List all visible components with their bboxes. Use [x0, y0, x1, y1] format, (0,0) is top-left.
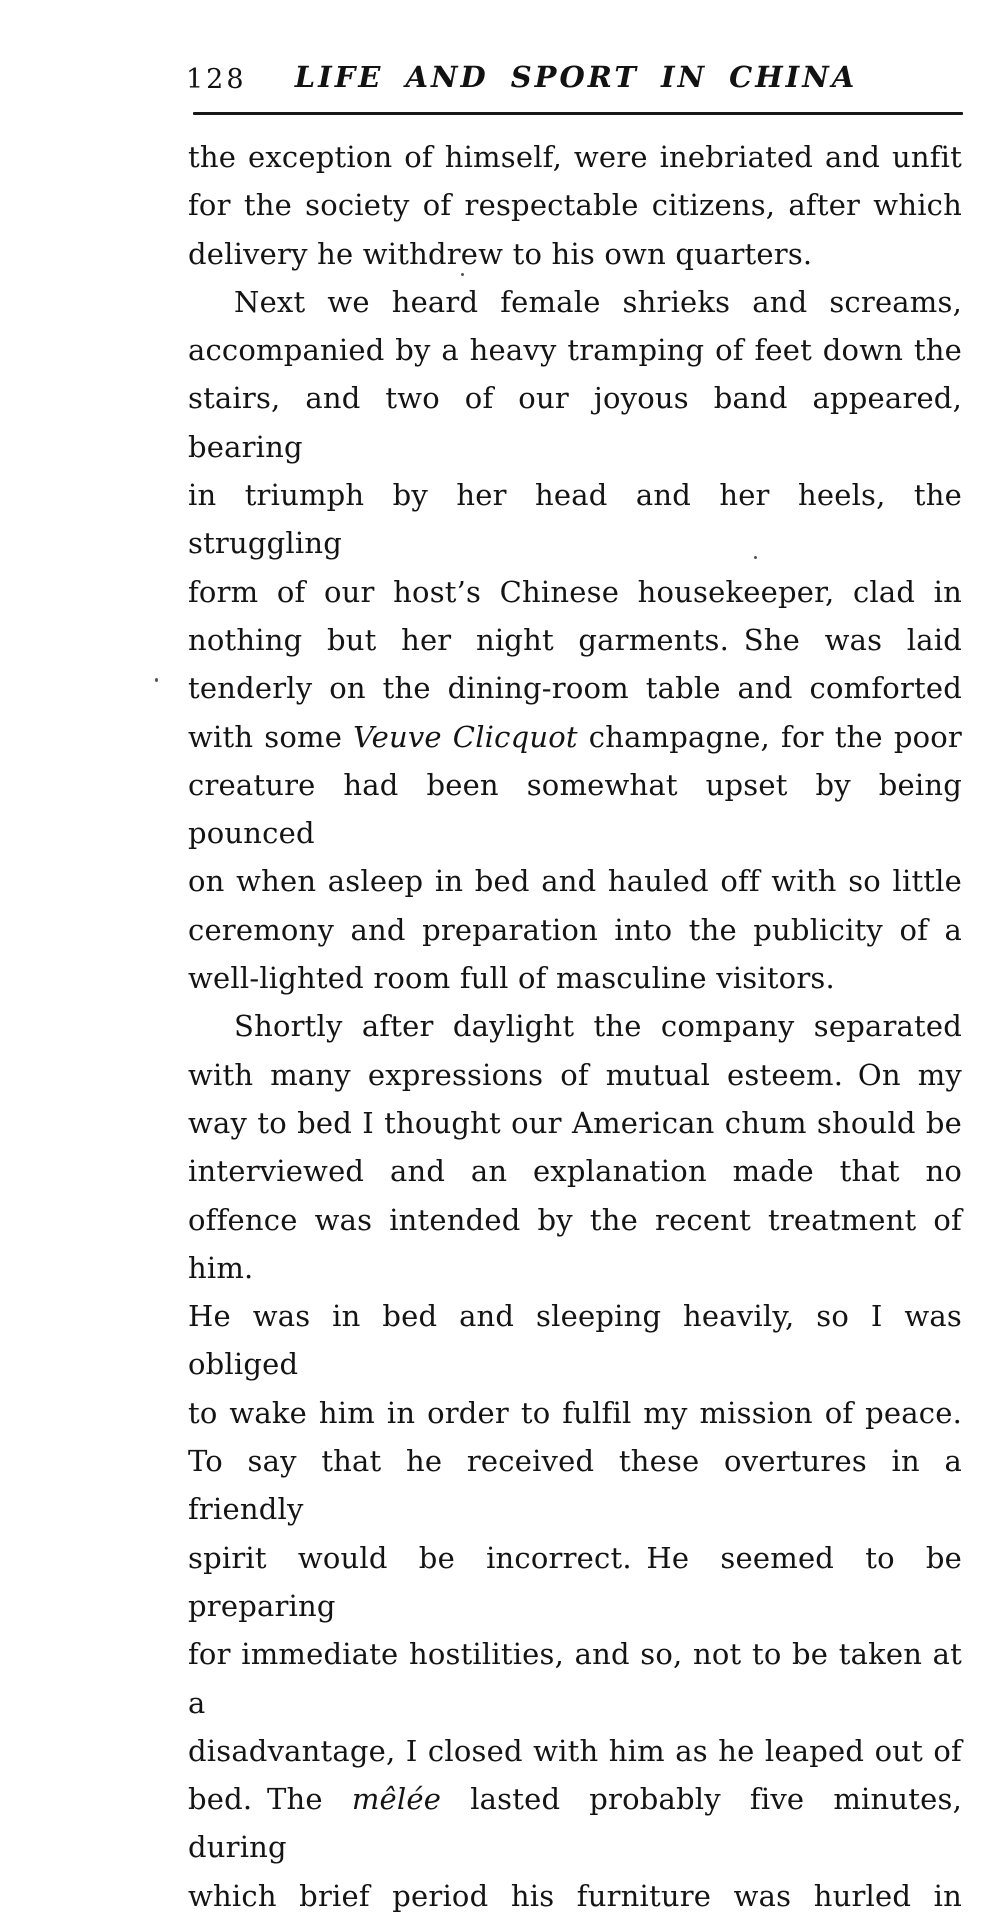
text-line — [188, 1051, 962, 1099]
text-segment: nothing but her night garments. She was laid — [188, 622, 962, 657]
text-line — [188, 278, 962, 326]
text-segment: tenderly on the dining-room table and comforted — [188, 671, 962, 706]
scan-speck — [155, 678, 158, 682]
text-line — [188, 471, 962, 568]
text-line — [188, 1196, 962, 1293]
text-segment: stairs, and two of our joyous band appeared, bearing — [188, 381, 962, 464]
text-segment: on when asleep in bed and hauled off with so little — [188, 864, 962, 899]
text-segment: Shortly after daylight the company separated — [234, 1009, 962, 1044]
text-line — [188, 374, 962, 471]
text-segment: interviewed and an explanation made that no — [188, 1154, 962, 1189]
text-line — [188, 664, 962, 712]
text-line — [188, 1099, 962, 1147]
running-header: LIFE AND SPORT IN CHINA — [294, 60, 858, 94]
page-number: 128 — [186, 64, 247, 95]
text-segment: for immediate hostilities, and so, not to be taken at a — [188, 1637, 962, 1720]
text-line — [188, 568, 962, 616]
text-segment: in triumph by her head and her heels, the struggling — [188, 478, 962, 561]
text-segment: spirit would be incorrect. He seemed to be preparing — [188, 1540, 962, 1623]
text-line — [188, 1630, 962, 1727]
text-segment: Next we heard female shrieks and screams, — [234, 284, 962, 319]
text-segment: offence was intended by the recent treatment of him. — [188, 1202, 962, 1285]
text-segment: champagne, for the poor — [577, 719, 962, 754]
text-segment: delivery he withdrew to his own quarters. — [188, 236, 813, 271]
text-line — [188, 1727, 962, 1775]
text-segment: He was in bed and sleeping heavily, so I was obliged — [188, 1299, 962, 1382]
text-line — [188, 1534, 962, 1631]
text-line — [188, 713, 962, 761]
text-line — [188, 857, 962, 905]
scan-speck — [461, 273, 464, 276]
text-segment: with some — [188, 719, 354, 754]
body-text — [188, 133, 962, 1920]
text-line — [188, 1002, 962, 1050]
text-line — [188, 954, 962, 1002]
text-segment: bed. The — [188, 1782, 352, 1817]
header-rule — [193, 112, 963, 115]
text-line — [188, 133, 962, 181]
text-line — [188, 1147, 962, 1195]
text-line — [188, 1437, 962, 1534]
text-line — [188, 326, 962, 374]
text-segment: which brief period his furniture was hurled in — [188, 1878, 962, 1913]
text-line — [188, 230, 962, 278]
text-line — [188, 906, 962, 954]
text-segment: way to bed I thought our American chum should be — [188, 1105, 962, 1140]
text-segment: lasted probably five minutes, during — [188, 1782, 962, 1865]
italic-phrase: mêlée — [351, 1782, 442, 1817]
text-segment: disadvantage, I closed with him as he leaped out of — [188, 1733, 962, 1768]
text-segment: well-lighted room full of masculine visitors. — [188, 961, 835, 996]
italic-phrase: Veuve Clicquot — [353, 719, 578, 754]
text-segment: for the society of respectable citizens, after which — [188, 188, 962, 223]
text-segment: accompanied by a heavy tramping of feet down the — [188, 333, 962, 368]
text-segment: the exception of himself, were inebriated and unfit — [188, 140, 962, 174]
text-segment: form of our host’s Chinese housekeeper, clad in — [188, 574, 962, 609]
text-segment: To say that he received these overtures in a friendly — [188, 1444, 962, 1527]
text-segment: ceremony and preparation into the publicity of a — [188, 912, 962, 947]
text-segment: creature had been somewhat upset by being pounced — [188, 767, 962, 851]
text-line — [188, 761, 962, 858]
text-line — [188, 1872, 962, 1920]
text-line — [188, 181, 962, 229]
text-line — [188, 1292, 962, 1389]
text-line — [188, 1389, 962, 1437]
text-line — [188, 1775, 962, 1872]
text-line — [188, 616, 962, 664]
text-segment: with many expressions of mutual esteem. On my — [188, 1057, 962, 1092]
scan-speck — [754, 556, 757, 559]
text-segment: to wake him in order to fulfil my mission of peace. — [188, 1395, 962, 1430]
